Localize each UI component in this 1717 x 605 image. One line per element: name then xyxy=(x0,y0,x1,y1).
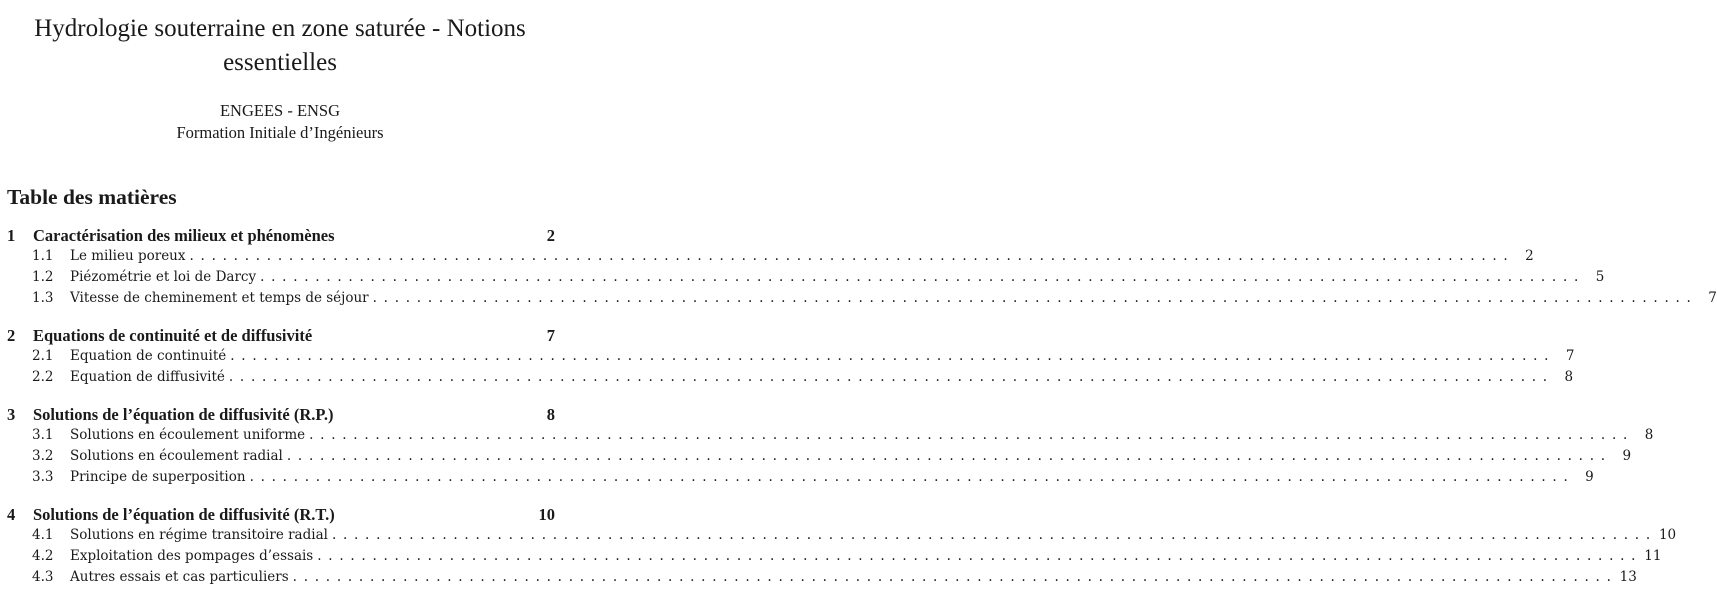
author-block xyxy=(20,100,540,144)
dot-leader: . . . . . . . . . . . . . . . . . . . . . . . . . . . . . . . . . . . . . . . . . . . . . . . . . . . . . . . . . . . . . . . . . . . . . . . . . . . . . . . . . . . . . . . . . . . . . . . . . . . . . . . . . . . . . . . . . . . . . . . . xyxy=(286,448,1606,464)
toc-subsection-entry[interactable] xyxy=(7,469,1594,490)
dot-leader: . . . . . . . . . . . . . . . . . . . . . . . . . . . . . . . . . . . . . . . . . . . . . . . . . . . . . . . . . . . . . . . . . . . . . . . . . . . . . . . . . . . . . . . . . . . . . . . . . . . . . . . . . . . . . . . . . . . . . . . . xyxy=(230,348,1549,364)
section-title: Caractérisation des milieux et phénomènes xyxy=(33,226,335,245)
dot-leader: . . . . . . . . . . . . . . . . . . . . . . . . . . . . . . . . . . . . . . . . . . . . . . . . . . . . . . . . . . . . . . . . . . . . . . . . . . . . . . . . . . . . . . . . . . . . . . . . . . . . . . . . . . . . . . . . . . . . . . . . xyxy=(260,269,1579,285)
dot-leader: . . . . . . . . . . . . . . . . . . . . . . . . . . . . . . . . . . . . . . . . . . . . . . . . . . . . . . . . . . . . . . . . . . . . . . . . . . . . . . . . . . . . . . . . . . . . . . . . . . . . . . . . . . . . . . . . . . . . . . . . xyxy=(249,469,1568,485)
toc-subsection-entry[interactable] xyxy=(7,527,1677,548)
subsection-title: Exploitation des pompages d’essais xyxy=(70,548,314,564)
subsection-number: 1.1 xyxy=(32,248,54,264)
section-number: 1 xyxy=(7,226,16,245)
author-line-institutions: ENGEES - ENSG xyxy=(219,101,341,120)
subsection-number: 3.3 xyxy=(32,469,54,485)
subsection-number: 1.3 xyxy=(32,290,54,306)
subsection-page: 2 xyxy=(1525,248,1534,264)
subsection-number: 3.2 xyxy=(32,448,54,464)
subsection-number: 3.1 xyxy=(32,427,54,443)
subsection-page: 8 xyxy=(1564,369,1574,385)
toc-section-1 xyxy=(7,226,1717,311)
dot-leader: . . . . . . . . . . . . . . . . . . . . . . . . . . . . . . . . . . . . . . . . . . . . . . . . . . . . . . . . . . . . . . . . . . . . . . . . . . . . . . . . . . . . . . . . . . . . . . . . . . . . . . . . . . . . . . . . . . . . . . . . xyxy=(331,527,1651,543)
section-title: Solutions de l’équation de diffusivité (R.T.) xyxy=(33,505,335,524)
subsection-title: Le milieu poreux xyxy=(70,248,186,264)
table-of-contents xyxy=(7,226,1717,605)
section-title: Equations de continuité et de diffusivité xyxy=(33,326,313,345)
toc-heading: Table des matières xyxy=(7,185,177,209)
toc-subsection-entry[interactable] xyxy=(7,290,1717,311)
subsection-page: 5 xyxy=(1595,269,1605,285)
subsection-title: Solutions en écoulement radial xyxy=(70,448,283,464)
section-page: 7 xyxy=(546,326,555,345)
subsection-title: Equation de continuité xyxy=(70,348,227,364)
subsection-number: 1.2 xyxy=(32,269,54,285)
subsection-page: 8 xyxy=(1644,427,1654,443)
subsection-title: Principe de superposition xyxy=(70,469,246,485)
dot-leader: . . . . . . . . . . . . . . . . . . . . . . . . . . . . . . . . . . . . . . . . . . . . . . . . . . . . . . . . . . . . . . . . . . . . . . . . . . . . . . . . . . . . . . . . . . . . . . . . . . . . . . . . . . . . . . . . . . . . . . . . xyxy=(228,369,1548,385)
section-number: 4 xyxy=(7,505,16,524)
subsection-title: Autres essais et cas particuliers xyxy=(70,569,289,585)
toc-section-4 xyxy=(7,505,1677,590)
subsection-page: 7 xyxy=(1708,290,1717,306)
subsection-page: 11 xyxy=(1644,548,1662,564)
toc-section-entry[interactable] xyxy=(7,505,555,527)
section-page: 8 xyxy=(546,405,555,424)
dot-leader: . . . . . . . . . . . . . . . . . . . . . . . . . . . . . . . . . . . . . . . . . . . . . . . . . . . . . . . . . . . . . . . . . . . . . . . . . . . . . . . . . . . . . . . . . . . . . . . . . . . . . . . . . . . . . . . . . . . . . . . . xyxy=(309,427,1628,443)
section-page: 10 xyxy=(538,505,555,524)
toc-subsection-entry[interactable] xyxy=(7,569,1637,590)
toc-section-3 xyxy=(7,405,1654,490)
subsection-number: 4.1 xyxy=(32,527,54,543)
toc-subsection-entry[interactable] xyxy=(7,269,1605,290)
subsection-number: 4.3 xyxy=(32,569,54,585)
toc-section-entry[interactable] xyxy=(7,226,555,248)
toc-section-entry[interactable] xyxy=(7,326,555,348)
subsection-number: 4.2 xyxy=(32,548,54,564)
toc-subsection-entry[interactable] xyxy=(7,369,1574,390)
toc-subsection-entry[interactable] xyxy=(7,548,1662,569)
dot-leader: . . . . . . . . . . . . . . . . . . . . . . . . . . . . . . . . . . . . . . . . . . . . . . . . . . . . . . . . . . . . . . . . . . . . . . . . . . . . . . . . . . . . . . . . . . . . . . . . . . . . . . . . . . . . . . . . . . . . . . . . xyxy=(292,569,1611,585)
subsection-page: 10 xyxy=(1658,527,1677,543)
subsection-page: 13 xyxy=(1619,569,1637,585)
subsection-number: 2.2 xyxy=(32,369,54,385)
subsection-title: Equation de diffusivité xyxy=(70,369,225,385)
section-title: Solutions de l’équation de diffusivité (R.P.) xyxy=(33,405,334,424)
section-number: 3 xyxy=(7,405,16,424)
section-page: 2 xyxy=(546,226,555,245)
toc-section-entry[interactable] xyxy=(7,405,555,427)
dot-leader: . . . . . . . . . . . . . . . . . . . . . . . . . . . . . . . . . . . . . . . . . . . . . . . . . . . . . . . . . . . . . . . . . . . . . . . . . . . . . . . . . . . . . . . . . . . . . . . . . . . . . . . . . . . . . . . . . . . . . . . . xyxy=(189,248,1508,264)
subsection-page: 9 xyxy=(1585,469,1594,485)
subsection-title: Vitesse de cheminement et temps de séjour xyxy=(70,290,369,306)
subsection-title: Solutions en écoulement uniforme xyxy=(70,427,306,443)
subsection-title: Piézométrie et loi de Darcy xyxy=(70,269,257,285)
toc-section-2 xyxy=(7,326,1575,390)
toc-subsection-entry[interactable] xyxy=(7,248,1534,269)
toc-subsection-entry[interactable] xyxy=(7,348,1575,369)
subsection-page: 7 xyxy=(1565,348,1575,364)
subsection-number: 2.1 xyxy=(32,348,54,364)
section-number: 2 xyxy=(7,326,16,345)
author-line-program: Formation Initiale d’Ingénieurs xyxy=(176,123,384,142)
subsection-title: Solutions en régime transitoire radial xyxy=(70,527,328,543)
dot-leader: . . . . . . . . . . . . . . . . . . . . . . . . . . . . . . . . . . . . . . . . . . . . . . . . . . . . . . . . . . . . . . . . . . . . . . . . . . . . . . . . . . . . . . . . . . . . . . . . . . . . . . . . . . . . . . . . . . . . . . . . xyxy=(317,548,1636,564)
subsection-page: 9 xyxy=(1622,448,1632,464)
dot-leader: . . . . . . . . . . . . . . . . . . . . . . . . . . . . . . . . . . . . . . . . . . . . . . . . . . . . . . . . . . . . . . . . . . . . . . . . . . . . . . . . . . . . . . . . . . . . . . . . . . . . . . . . . . . . . . . . . . . . . . . . xyxy=(372,290,1691,306)
toc-subsection-entry[interactable] xyxy=(7,427,1654,448)
document-title: Hydrologie souterraine en zone saturée - Notions essentielles xyxy=(34,15,526,76)
toc-subsection-entry[interactable] xyxy=(7,448,1632,469)
